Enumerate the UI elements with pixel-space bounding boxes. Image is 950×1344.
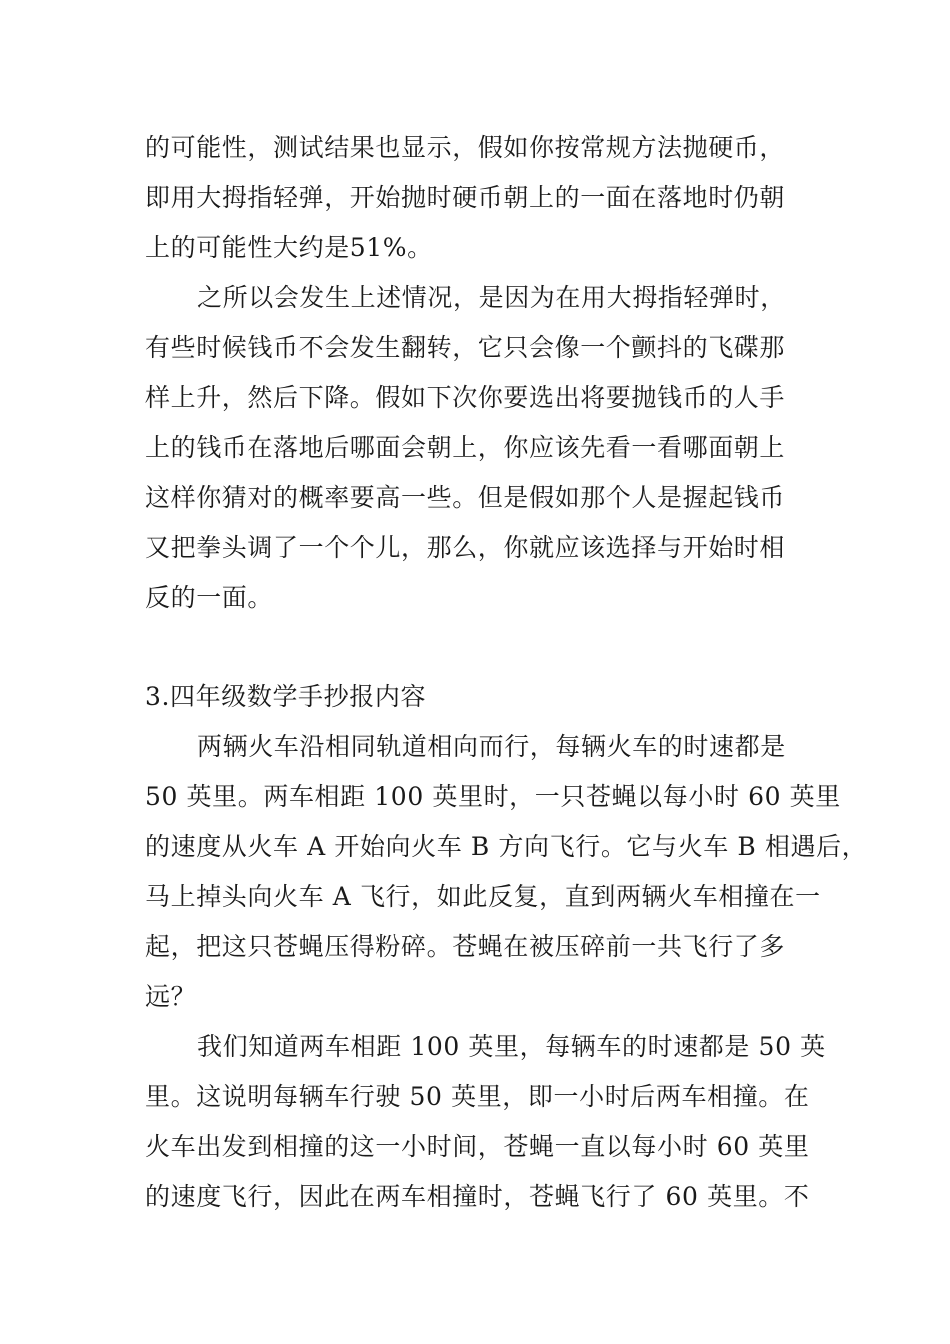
text-line: 即用大拇指轻弹，开始抛时硬币朝上的一面在落地时仍朝 — [145, 183, 786, 212]
text-line: 的可能性，测试结果也显示，假如你按常规方法抛硬币， — [145, 133, 786, 162]
text-line: 我们知道两车相距 100 英里，每辆车的时速都是 50 英 — [197, 1032, 826, 1061]
text-line: 有些时候钱币不会发生翻转，它只会像一个颤抖的飞碟那 — [145, 333, 786, 362]
text-line: 上的钱币在落地后哪面会朝上，你应该先看一看哪面朝上 — [145, 433, 786, 462]
text-line: 这样你猜对的概率要高一些。但是假如那个人是握起钱币 — [145, 483, 786, 512]
text-line: 50 英里。两车相距 100 英里时，一只苍蝇以每小时 60 英里 — [145, 782, 841, 811]
text-line: 样上升，然后下降。假如下次你要选出将要抛钱币的人手 — [145, 383, 786, 412]
text-line: 马上掉头向火车 A 飞行，如此反复，直到两辆火车相撞在一 — [145, 882, 821, 911]
text-line: 火车出发到相撞的这一小时间，苍蝇一直以每小时 60 英里 — [145, 1132, 810, 1161]
text-line: 起，把这只苍蝇压得粉碎。苍蝇在被压碎前一共飞行了多 — [145, 932, 786, 961]
text-line: 的速度从火车 A 开始向火车 B 方向飞行。它与火车 B 相遇后， — [145, 832, 868, 861]
text-line: 里。这说明每辆车行驶 50 英里，即一小时后两车相撞。在 — [145, 1082, 810, 1111]
text-line: 反的一面。 — [145, 583, 274, 612]
text-line: 两辆火车沿相同轨道相向而行，每辆火车的时速都是 — [197, 732, 786, 761]
text-line: 远？ — [145, 982, 197, 1011]
text-line: 上的可能性大约是51%。 — [145, 233, 433, 262]
text-line: 之所以会发生上述情况，是因为在用大拇指轻弹时， — [197, 283, 786, 312]
text-line: 的速度飞行，因此在两车相撞时，苍蝇飞行了 60 英里。不 — [145, 1182, 810, 1211]
text-line: 又把拳头调了一个个儿，那么，你就应该选择与开始时相 — [145, 533, 786, 562]
section-heading: 3.四年级数学手抄报内容 — [145, 682, 427, 711]
